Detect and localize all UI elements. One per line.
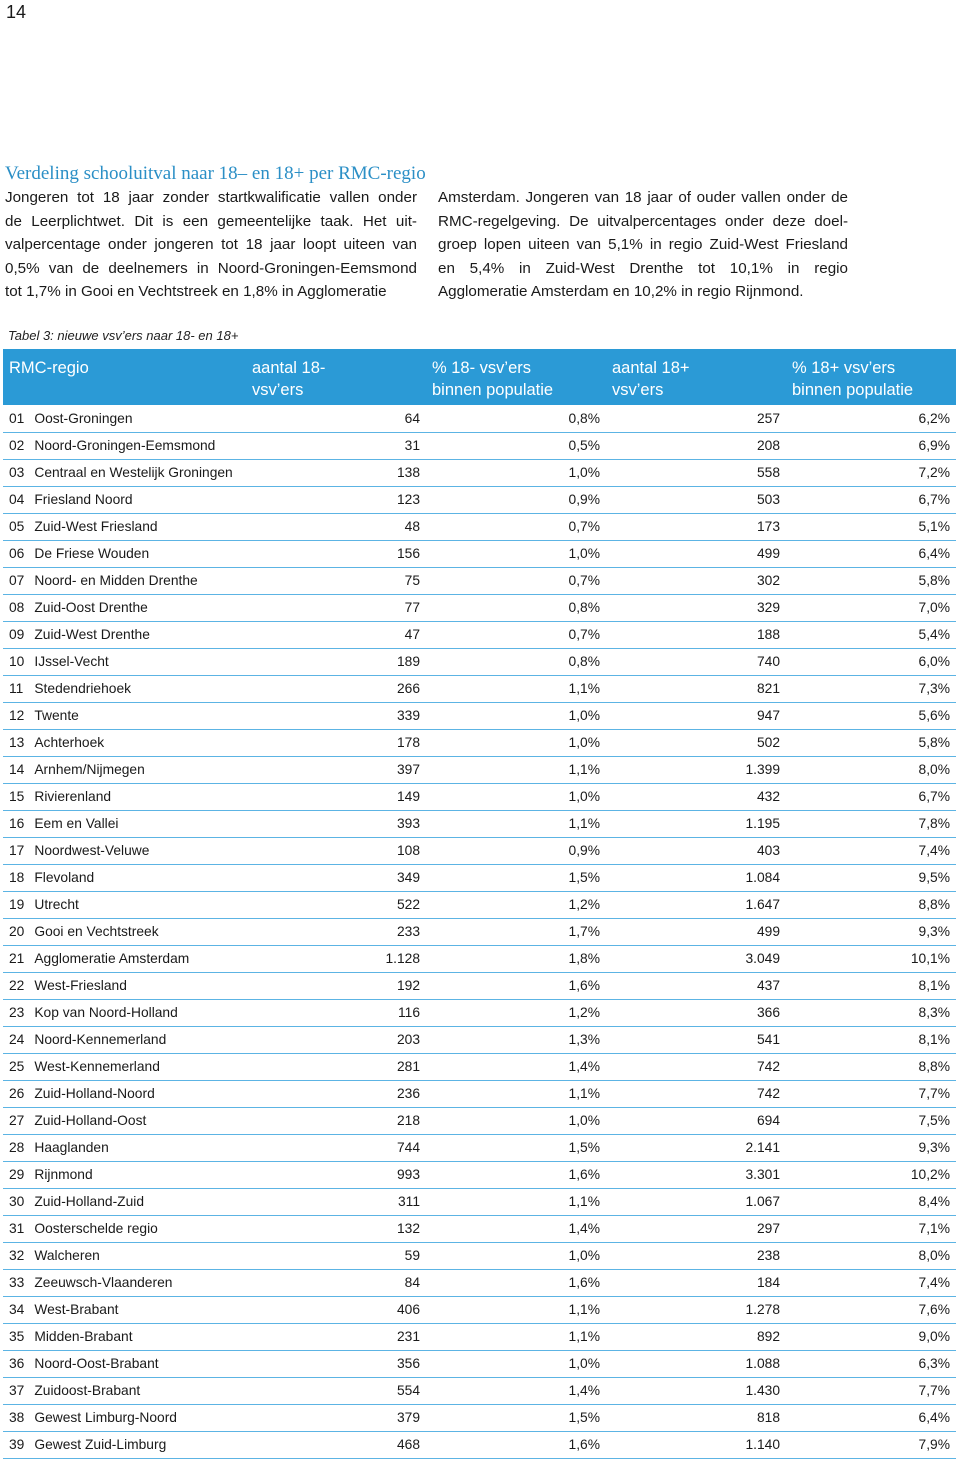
- count-18-plus: 740: [606, 648, 786, 675]
- region-number: 03: [3, 459, 28, 486]
- region-number: 20: [3, 918, 28, 945]
- region-name: Flevoland: [28, 864, 246, 891]
- pct-18-plus: 8,0%: [786, 1242, 956, 1269]
- count-18-plus: 694: [606, 1107, 786, 1134]
- pct-18-min: 1,2%: [426, 891, 606, 918]
- pct-18-plus: 7,8%: [786, 810, 956, 837]
- table-row: [3, 1080, 956, 1107]
- pct-18-plus: 7,2%: [786, 459, 956, 486]
- pct-18-plus: 5,8%: [786, 567, 956, 594]
- table-row: [3, 540, 956, 567]
- pct-18-min: 0,9%: [426, 486, 606, 513]
- pct-18-min: 1,7%: [426, 918, 606, 945]
- text-line: 0,5% van de deelnemers in Noord-Groningen-Eemsmond: [5, 259, 417, 277]
- count-18-plus: 1.399: [606, 756, 786, 783]
- count-18-min: 744: [246, 1134, 426, 1161]
- region-number: 38: [3, 1404, 28, 1431]
- region-number: 39: [3, 1431, 28, 1458]
- pct-18-min: 0,5%: [426, 432, 606, 459]
- region-number: 19: [3, 891, 28, 918]
- count-18-plus: 541: [606, 1026, 786, 1053]
- region-number: 05: [3, 513, 28, 540]
- count-18-min: 138: [246, 459, 426, 486]
- intro-column-left: [5, 186, 417, 304]
- count-18-plus: 502: [606, 729, 786, 756]
- region-number: 33: [3, 1269, 28, 1296]
- pct-18-plus: 10,2%: [786, 1161, 956, 1188]
- region-name: IJssel-Vecht: [28, 648, 246, 675]
- region-name: Zuid-Holland-Noord: [28, 1080, 246, 1107]
- table-row: [3, 918, 956, 945]
- region-number: 02: [3, 432, 28, 459]
- count-18-min: 393: [246, 810, 426, 837]
- region-name: Noordwest-Veluwe: [28, 837, 246, 864]
- pct-18-min: 1,5%: [426, 864, 606, 891]
- region-name: Zuid-West Friesland: [28, 513, 246, 540]
- intro-column-right: [438, 186, 848, 304]
- table-row: [3, 1431, 956, 1458]
- region-number: 23: [3, 999, 28, 1026]
- table-row: [3, 1161, 956, 1188]
- table-row: [3, 1026, 956, 1053]
- table-row: [3, 1242, 956, 1269]
- pct-18-min: 1,0%: [426, 540, 606, 567]
- count-18-plus: 238: [606, 1242, 786, 1269]
- table-row: [3, 1269, 956, 1296]
- count-18-plus: 3.049: [606, 945, 786, 972]
- pct-18-min: 1,6%: [426, 1161, 606, 1188]
- pct-18-min: 0,7%: [426, 513, 606, 540]
- header-aantal-18-plus: aantal 18+ vsv’ers: [606, 349, 786, 405]
- region-name: Zeeuwsch-Vlaanderen: [28, 1269, 246, 1296]
- table-header-row: [3, 349, 956, 405]
- pct-18-plus: 8,8%: [786, 1053, 956, 1080]
- pct-18-plus: 6,3%: [786, 1350, 956, 1377]
- pct-18-plus: 5,4%: [786, 621, 956, 648]
- count-18-min: 84: [246, 1269, 426, 1296]
- pct-18-min: 1,1%: [426, 675, 606, 702]
- text-line: Amsterdam. Jongeren van 18 jaar of ouder vallen onder de: [438, 189, 848, 206]
- pct-18-min: 1,0%: [426, 783, 606, 810]
- pct-18-min: 0,8%: [426, 405, 606, 432]
- region-number: 21: [3, 945, 28, 972]
- count-18-min: 31: [246, 432, 426, 459]
- count-18-min: 178: [246, 729, 426, 756]
- count-18-min: 132: [246, 1215, 426, 1242]
- region-number: 30: [3, 1188, 28, 1215]
- pct-18-plus: 6,9%: [786, 432, 956, 459]
- region-number: 17: [3, 837, 28, 864]
- table-row: [3, 1296, 956, 1323]
- count-18-min: 281: [246, 1053, 426, 1080]
- pct-18-min: 1,1%: [426, 810, 606, 837]
- pct-18-min: 0,8%: [426, 648, 606, 675]
- region-number: 36: [3, 1350, 28, 1377]
- pct-18-min: 1,6%: [426, 1431, 606, 1458]
- table-row: [3, 675, 956, 702]
- region-number: 07: [3, 567, 28, 594]
- pct-18-plus: 7,9%: [786, 1431, 956, 1458]
- region-name: Noord- en Midden Drenthe: [28, 567, 246, 594]
- pct-18-min: 1,8%: [426, 945, 606, 972]
- table-caption: Tabel 3: nieuwe vsv’ers naar 18- en 18+: [8, 328, 239, 343]
- text-line: Jongeren tot 18 jaar zonder startkwalificatie vallen onder: [5, 189, 417, 206]
- header-pct-18-min: % 18- vsv’ers binnen populatie: [426, 349, 606, 405]
- region-name: Agglomeratie Amsterdam: [28, 945, 246, 972]
- pct-18-plus: 6,0%: [786, 648, 956, 675]
- section-heading: Verdeling schooluitval naar 18– en 18+ per RMC-regio: [5, 163, 426, 184]
- pct-18-min: 1,6%: [426, 1269, 606, 1296]
- count-18-min: 192: [246, 972, 426, 999]
- table-row: [3, 999, 956, 1026]
- count-18-plus: 947: [606, 702, 786, 729]
- region-number: 11: [3, 675, 28, 702]
- table-row: [3, 702, 956, 729]
- pct-18-min: 1,2%: [426, 999, 606, 1026]
- pct-18-plus: 6,7%: [786, 486, 956, 513]
- table-row: [3, 513, 956, 540]
- count-18-plus: 366: [606, 999, 786, 1026]
- table-row: [3, 594, 956, 621]
- pct-18-plus: 6,2%: [786, 405, 956, 432]
- count-18-plus: 257: [606, 405, 786, 432]
- region-name: Achterhoek: [28, 729, 246, 756]
- count-18-min: 108: [246, 837, 426, 864]
- region-name: Centraal en Westelijk Groningen: [28, 459, 246, 486]
- region-number: 34: [3, 1296, 28, 1323]
- count-18-plus: 1.088: [606, 1350, 786, 1377]
- region-number: 08: [3, 594, 28, 621]
- pct-18-min: 1,1%: [426, 1323, 606, 1350]
- region-name: Kop van Noord-Holland: [28, 999, 246, 1026]
- region-number: 01: [3, 405, 28, 432]
- count-18-plus: 297: [606, 1215, 786, 1242]
- region-name: West-Brabant: [28, 1296, 246, 1323]
- count-18-min: 349: [246, 864, 426, 891]
- pct-18-min: 1,4%: [426, 1377, 606, 1404]
- table-row: [3, 1188, 956, 1215]
- table-row: [3, 1107, 956, 1134]
- pct-18-min: 1,5%: [426, 1404, 606, 1431]
- region-number: 27: [3, 1107, 28, 1134]
- count-18-plus: 329: [606, 594, 786, 621]
- pct-18-plus: 8,3%: [786, 999, 956, 1026]
- region-name: Twente: [28, 702, 246, 729]
- table-row: [3, 864, 956, 891]
- pct-18-plus: 8,4%: [786, 1188, 956, 1215]
- region-name: Arnhem/Nijmegen: [28, 756, 246, 783]
- pct-18-plus: 9,5%: [786, 864, 956, 891]
- count-18-min: 468: [246, 1431, 426, 1458]
- table-row: [3, 621, 956, 648]
- pct-18-plus: 9,3%: [786, 1134, 956, 1161]
- count-18-plus: 499: [606, 918, 786, 945]
- table-row: [3, 756, 956, 783]
- count-18-plus: 1.195: [606, 810, 786, 837]
- pct-18-plus: 7,1%: [786, 1215, 956, 1242]
- count-18-plus: 3.301: [606, 1161, 786, 1188]
- region-number: 16: [3, 810, 28, 837]
- pct-18-min: 1,0%: [426, 729, 606, 756]
- pct-18-plus: 7,3%: [786, 675, 956, 702]
- region-name: Haaglanden: [28, 1134, 246, 1161]
- count-18-plus: 503: [606, 486, 786, 513]
- pct-18-plus: 7,4%: [786, 837, 956, 864]
- count-18-plus: 892: [606, 1323, 786, 1350]
- count-18-min: 123: [246, 486, 426, 513]
- table-row: [3, 810, 956, 837]
- count-18-plus: 173: [606, 513, 786, 540]
- region-number: 14: [3, 756, 28, 783]
- pct-18-min: 0,7%: [426, 621, 606, 648]
- table-row: [3, 729, 956, 756]
- table-row: [3, 405, 956, 432]
- pct-18-min: 1,0%: [426, 1107, 606, 1134]
- count-18-min: 379: [246, 1404, 426, 1431]
- count-18-plus: 742: [606, 1053, 786, 1080]
- header-pct-18-plus: % 18+ vsv’ers binnen populatie: [786, 349, 956, 405]
- count-18-min: 203: [246, 1026, 426, 1053]
- region-name: Zuid-Holland-Oost: [28, 1107, 246, 1134]
- count-18-plus: 437: [606, 972, 786, 999]
- pct-18-min: 1,1%: [426, 1080, 606, 1107]
- count-18-min: 1.128: [246, 945, 426, 972]
- count-18-min: 77: [246, 594, 426, 621]
- table-row: [3, 783, 956, 810]
- region-name: Gewest Limburg-Noord: [28, 1404, 246, 1431]
- pct-18-plus: 6,7%: [786, 783, 956, 810]
- region-number: 28: [3, 1134, 28, 1161]
- table-row: [3, 972, 956, 999]
- region-name: Noord-Oost-Brabant: [28, 1350, 246, 1377]
- pct-18-plus: 7,5%: [786, 1107, 956, 1134]
- count-18-min: 233: [246, 918, 426, 945]
- pct-18-min: 1,1%: [426, 756, 606, 783]
- count-18-plus: 2.141: [606, 1134, 786, 1161]
- pct-18-plus: 9,0%: [786, 1323, 956, 1350]
- text-line: groep lopen uiteen van 5,1% in regio Zuid-West Friesland: [438, 236, 848, 253]
- count-18-plus: 432: [606, 783, 786, 810]
- pct-18-min: 0,8%: [426, 594, 606, 621]
- region-name: Zuid-Oost Drenthe: [28, 594, 246, 621]
- pct-18-plus: 5,6%: [786, 702, 956, 729]
- pct-18-min: 1,1%: [426, 1296, 606, 1323]
- text-line: Agglomeratie Amsterdam en 10,2% in regio Rijnmond.: [438, 283, 804, 300]
- pct-18-plus: 8,0%: [786, 756, 956, 783]
- pct-18-plus: 6,4%: [786, 540, 956, 567]
- header-regio: RMC-regio: [3, 349, 246, 405]
- region-number: 04: [3, 486, 28, 513]
- table-row: [3, 945, 956, 972]
- count-18-plus: 821: [606, 675, 786, 702]
- count-18-plus: 1.084: [606, 864, 786, 891]
- pct-18-plus: 10,1%: [786, 945, 956, 972]
- table-row: [3, 1134, 956, 1161]
- text-line: tot 1,7% in Gooi en Vechtstreek en 1,8% in Agglomeratie: [5, 283, 387, 300]
- table-row: [3, 567, 956, 594]
- count-18-min: 236: [246, 1080, 426, 1107]
- pct-18-plus: 7,0%: [786, 594, 956, 621]
- count-18-min: 266: [246, 675, 426, 702]
- page-number: 14: [6, 2, 27, 22]
- region-name: Rijnmond: [28, 1161, 246, 1188]
- region-name: Eem en Vallei: [28, 810, 246, 837]
- count-18-plus: 208: [606, 432, 786, 459]
- pct-18-plus: 8,1%: [786, 972, 956, 999]
- region-number: 32: [3, 1242, 28, 1269]
- region-name: Gooi en Vechtstreek: [28, 918, 246, 945]
- table-row: [3, 459, 956, 486]
- pct-18-min: 1,0%: [426, 702, 606, 729]
- pct-18-min: 1,5%: [426, 1134, 606, 1161]
- pct-18-min: 1,0%: [426, 459, 606, 486]
- region-name: Noord-Kennemerland: [28, 1026, 246, 1053]
- pct-18-min: 1,4%: [426, 1215, 606, 1242]
- pct-18-plus: 6,4%: [786, 1404, 956, 1431]
- region-name: Zuid-West Drenthe: [28, 621, 246, 648]
- count-18-min: 75: [246, 567, 426, 594]
- pct-18-plus: 8,1%: [786, 1026, 956, 1053]
- count-18-min: 397: [246, 756, 426, 783]
- count-18-min: 218: [246, 1107, 426, 1134]
- text-line: RMC-regelgeving. De uitvalpercentages onder deze doel-: [438, 212, 848, 230]
- count-18-min: 47: [246, 621, 426, 648]
- table-row: [3, 891, 956, 918]
- count-18-plus: 1.430: [606, 1377, 786, 1404]
- pct-18-min: 0,9%: [426, 837, 606, 864]
- region-name: Oosterschelde regio: [28, 1215, 246, 1242]
- pct-18-min: 1,3%: [426, 1026, 606, 1053]
- region-number: 31: [3, 1215, 28, 1242]
- count-18-plus: 184: [606, 1269, 786, 1296]
- count-18-min: 59: [246, 1242, 426, 1269]
- count-18-min: 339: [246, 702, 426, 729]
- pct-18-min: 1,6%: [426, 972, 606, 999]
- region-name: Oost-Groningen: [28, 405, 246, 432]
- table-row: [3, 432, 956, 459]
- region-name: Stedendriehoek: [28, 675, 246, 702]
- pct-18-plus: 7,6%: [786, 1296, 956, 1323]
- region-name: Rivierenland: [28, 783, 246, 810]
- count-18-min: 554: [246, 1377, 426, 1404]
- count-18-plus: 818: [606, 1404, 786, 1431]
- region-name: De Friese Wouden: [28, 540, 246, 567]
- pct-18-plus: 7,7%: [786, 1080, 956, 1107]
- count-18-min: 116: [246, 999, 426, 1026]
- region-number: 15: [3, 783, 28, 810]
- count-18-plus: 558: [606, 459, 786, 486]
- count-18-min: 48: [246, 513, 426, 540]
- vsv-table: [3, 349, 956, 1459]
- region-name: Zuid-Holland-Zuid: [28, 1188, 246, 1215]
- pct-18-plus: 5,1%: [786, 513, 956, 540]
- region-number: 26: [3, 1080, 28, 1107]
- region-number: 24: [3, 1026, 28, 1053]
- region-number: 13: [3, 729, 28, 756]
- region-number: 37: [3, 1377, 28, 1404]
- pct-18-plus: 9,3%: [786, 918, 956, 945]
- count-18-min: 522: [246, 891, 426, 918]
- count-18-min: 64: [246, 405, 426, 432]
- text-line: valpercentage onder jongeren tot 18 jaar loopt uiteen van: [5, 236, 417, 253]
- count-18-plus: 1.067: [606, 1188, 786, 1215]
- region-name: West-Kennemerland: [28, 1053, 246, 1080]
- region-name: Walcheren: [28, 1242, 246, 1269]
- count-18-plus: 1.278: [606, 1296, 786, 1323]
- region-number: 25: [3, 1053, 28, 1080]
- region-name: Gewest Zuid-Limburg: [28, 1431, 246, 1458]
- count-18-min: 189: [246, 648, 426, 675]
- region-number: 12: [3, 702, 28, 729]
- region-name: Zuidoost-Brabant: [28, 1377, 246, 1404]
- region-name: Midden-Brabant: [28, 1323, 246, 1350]
- pct-18-plus: 5,8%: [786, 729, 956, 756]
- region-name: Utrecht: [28, 891, 246, 918]
- table-row: [3, 648, 956, 675]
- pct-18-min: 1,0%: [426, 1350, 606, 1377]
- region-number: 35: [3, 1323, 28, 1350]
- pct-18-min: 1,0%: [426, 1242, 606, 1269]
- region-number: 06: [3, 540, 28, 567]
- table-row: [3, 1350, 956, 1377]
- table-row: [3, 1215, 956, 1242]
- pct-18-plus: 8,8%: [786, 891, 956, 918]
- count-18-plus: 742: [606, 1080, 786, 1107]
- region-name: Noord-Groningen-Eemsmond: [28, 432, 246, 459]
- region-number: 10: [3, 648, 28, 675]
- pct-18-min: 1,4%: [426, 1053, 606, 1080]
- count-18-plus: 188: [606, 621, 786, 648]
- pct-18-plus: 7,7%: [786, 1377, 956, 1404]
- pct-18-min: 1,1%: [426, 1188, 606, 1215]
- region-number: 18: [3, 864, 28, 891]
- region-number: 09: [3, 621, 28, 648]
- count-18-plus: 403: [606, 837, 786, 864]
- count-18-plus: 302: [606, 567, 786, 594]
- region-name: Friesland Noord: [28, 486, 246, 513]
- count-18-plus: 1.647: [606, 891, 786, 918]
- count-18-plus: 1.140: [606, 1431, 786, 1458]
- count-18-min: 356: [246, 1350, 426, 1377]
- count-18-min: 156: [246, 540, 426, 567]
- table-row: [3, 486, 956, 513]
- region-number: 22: [3, 972, 28, 999]
- text-line: de Leerplichtwet. Dit is een gemeentelijke taak. Het uit-: [5, 212, 417, 230]
- table-row: [3, 1404, 956, 1431]
- region-name: West-Friesland: [28, 972, 246, 999]
- count-18-min: 406: [246, 1296, 426, 1323]
- table-body: [3, 405, 956, 1458]
- text-line: en 5,4% in Zuid-West Drenthe tot 10,1% in regio: [438, 259, 848, 277]
- count-18-min: 231: [246, 1323, 426, 1350]
- header-aantal-18-min: aantal 18- vsv’ers: [246, 349, 426, 405]
- region-number: 29: [3, 1161, 28, 1188]
- pct-18-min: 0,7%: [426, 567, 606, 594]
- count-18-plus: 499: [606, 540, 786, 567]
- count-18-min: 993: [246, 1161, 426, 1188]
- table-row: [3, 1323, 956, 1350]
- table-row: [3, 1053, 956, 1080]
- pct-18-plus: 7,4%: [786, 1269, 956, 1296]
- table-row: [3, 837, 956, 864]
- count-18-min: 311: [246, 1188, 426, 1215]
- count-18-min: 149: [246, 783, 426, 810]
- table-row: [3, 1377, 956, 1404]
